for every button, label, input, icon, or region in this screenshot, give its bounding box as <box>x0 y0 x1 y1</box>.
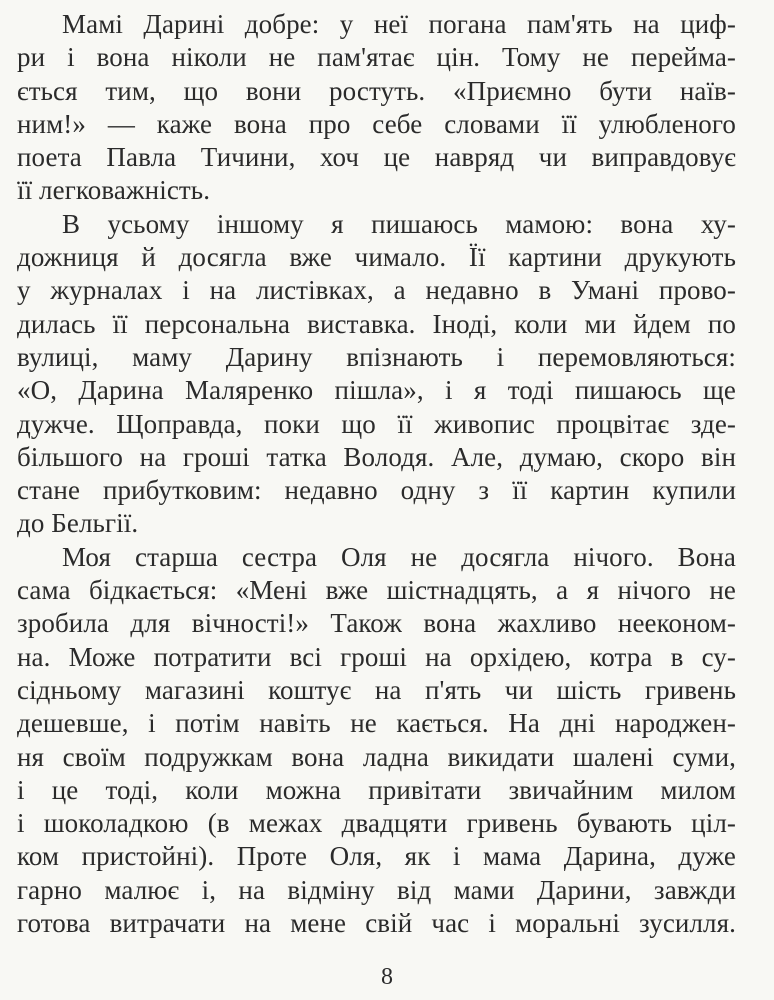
text-line: дужче. Щоправда, поки що її живопис процвітає зде- <box>17 408 736 439</box>
text-line: ним!» — каже вона про себе словами її улюбленого <box>17 108 736 139</box>
text-line: її легковажність. <box>17 175 211 206</box>
text-line: зробила для вічності!» Також вона жахливо нееконом- <box>17 608 736 639</box>
text-line: Моя старша сестра Оля не досягла нічого. Вона <box>62 541 736 572</box>
paragraph-1 <box>17 8 736 208</box>
text-line: дилась її персональна виставка. Іноді, коли ми йдем по <box>17 308 736 339</box>
text-line: сідньому магазині коштує на п'ять чи шість гривень <box>17 674 736 705</box>
text-line: «О, Дарина Маляренко пішла», і я тоді пишаюсь ще <box>17 375 736 406</box>
text-line: ри і вона ніколи не пам'ятає цін. Тому не перейма- <box>17 42 736 73</box>
text-line: і шоколадкою (в межах двадцяти гривень бувають ціл- <box>17 808 736 839</box>
text-line: вулиці, маму Дарину впізнають і перемовляються: <box>17 341 736 372</box>
text-line: поета Павла Тичини, хоч це навряд чи виправдовує <box>17 142 736 173</box>
text-line: до Бельгії. <box>17 508 139 539</box>
text-line: гарно малює і, на відміну від мами Дарини, завжди <box>17 874 736 905</box>
text-line: дожниця й досягла вже чимало. Її картини друкують <box>17 242 736 273</box>
text-line: дешевше, і потім навіть не кається. На дні народжен- <box>17 708 736 739</box>
text-line: ком пристойні). Проте Оля, як і мама Дарина, дуже <box>17 841 736 872</box>
text-line: ється тим, що вони ростуть. «Приємно бути наїв- <box>17 75 736 106</box>
text-line: Мамі Дарині добре: у неї погана пам'ять на циф- <box>62 9 736 39</box>
paragraph-3 <box>17 541 736 941</box>
text-line: і це тоді, коли можна привітати звичайним милом <box>17 774 736 805</box>
text-line: на. Може потратити всі гроші на орхідею, котра в су- <box>17 641 736 672</box>
text-line: готова витрачати на мене свій час і моральні зусилля. <box>17 908 736 939</box>
page-number: 8 <box>381 964 393 990</box>
text-line: у журналах і на листівках, а недавно в Умані прово- <box>17 275 736 306</box>
page-text <box>17 8 736 940</box>
text-line: сама бідкається: «Мені вже шістнадцять, а я нічого не <box>17 575 736 606</box>
paragraph-2 <box>17 208 736 541</box>
text-line: В усьому іншому я пишаюсь мамою: вона ху- <box>62 208 736 239</box>
text-line: ня своїм подружкам вона ладна викидати шалені суми, <box>17 741 736 772</box>
text-line: стане прибутковим: недавно одну з її картин купили <box>17 475 736 506</box>
text-line: більшого на гроші татка Володя. Але, думаю, скоро він <box>17 441 736 472</box>
